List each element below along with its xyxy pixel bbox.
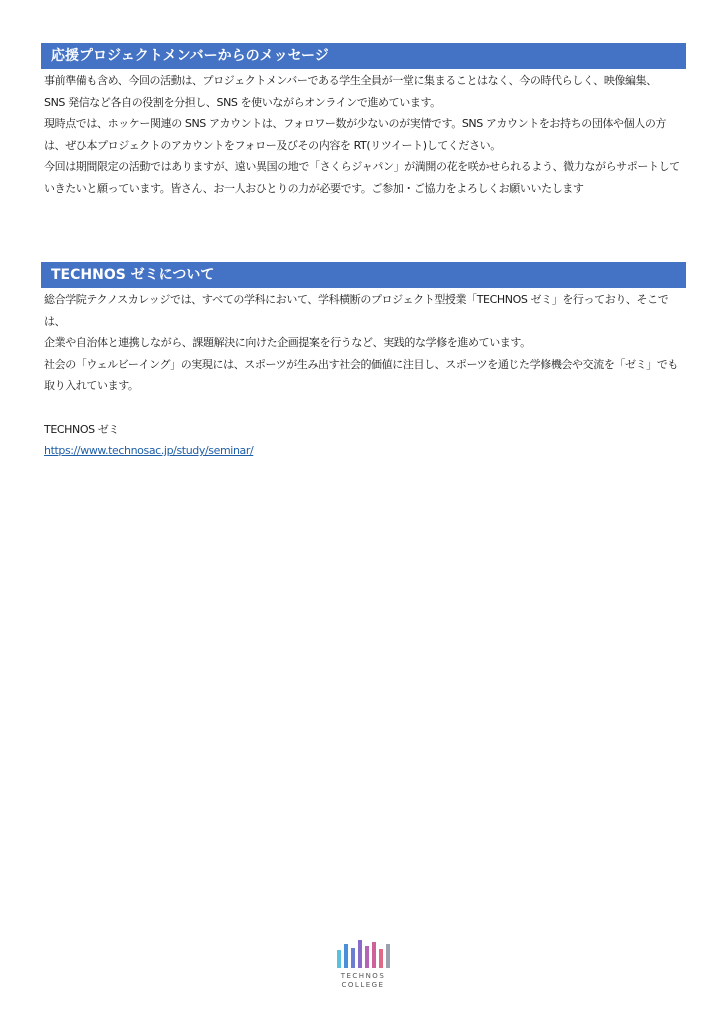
seminar-link-label: TECHNOS ゼミ — [44, 422, 119, 436]
message-line: 現時点では、ホッケー関連の SNS アカウントは、フォロワー数が少ないのが実情です。SNS アカウントをお持ちの団体や個人の方 — [44, 117, 667, 131]
seminar-line: 総合学院テクノスカレッジでは、すべての学科において、学科横断のプロジェクト型授業「TECHNOS ゼミ」を行っており、そこでは、 — [44, 293, 669, 328]
seminar-link[interactable]: https://www.technosac.jp/study/seminar/ — [44, 444, 254, 458]
seminar-line: 取り入れています。 — [44, 379, 139, 393]
section-heading-technos-seminar: TECHNOS ゼミについて — [41, 262, 686, 288]
seminar-line: 企業や自治体と連携しながら、課題解決に向けた企画提案を行うなど、実践的な学修を進めています。 — [44, 336, 531, 350]
message-line: いきたいと願っています。皆さん、お一人おひとりの力が必要です。ご参加・ご協力をよろしくお願いいたします — [44, 181, 584, 195]
seminar-body — [44, 289, 684, 462]
message-line: 事前準備も含め、今回の活動は、プロジェクトメンバーである学生全員が一堂に集まることはなく、今の時代らしく、映像編集、 — [44, 74, 657, 87]
message-line: は、ぜひ本プロジェクトのアカウントをフォロー及びその内容を RT(リツイート)してください。 — [44, 138, 501, 152]
message-line: 今回は期間限定の活動ではありますが、遠い異国の地で「さくらジャパン」が満開の花を咲かせられるよう、微力ながらサポートして — [44, 160, 680, 174]
section-heading-message: 応援プロジェクトメンバーからのメッセージ — [41, 43, 686, 69]
logo-line-2: COLLEGE — [341, 981, 385, 989]
blank-line — [44, 397, 684, 419]
logo-mark — [327, 940, 399, 968]
logo-line-1: TECHNOS — [340, 972, 386, 980]
message-body — [44, 70, 684, 200]
message-line: SNS 発信など各自の役割を分担し、SNS を使いながらオンラインで進めています。 — [44, 95, 441, 109]
technos-college-logo — [327, 940, 399, 1000]
seminar-line: 社会の「ウェルビーイング」の実現には、スポーツが生み出す社会的価値に注目し、スポーツを通じた学修機会や交流を「ゼミ」でも — [44, 357, 679, 371]
